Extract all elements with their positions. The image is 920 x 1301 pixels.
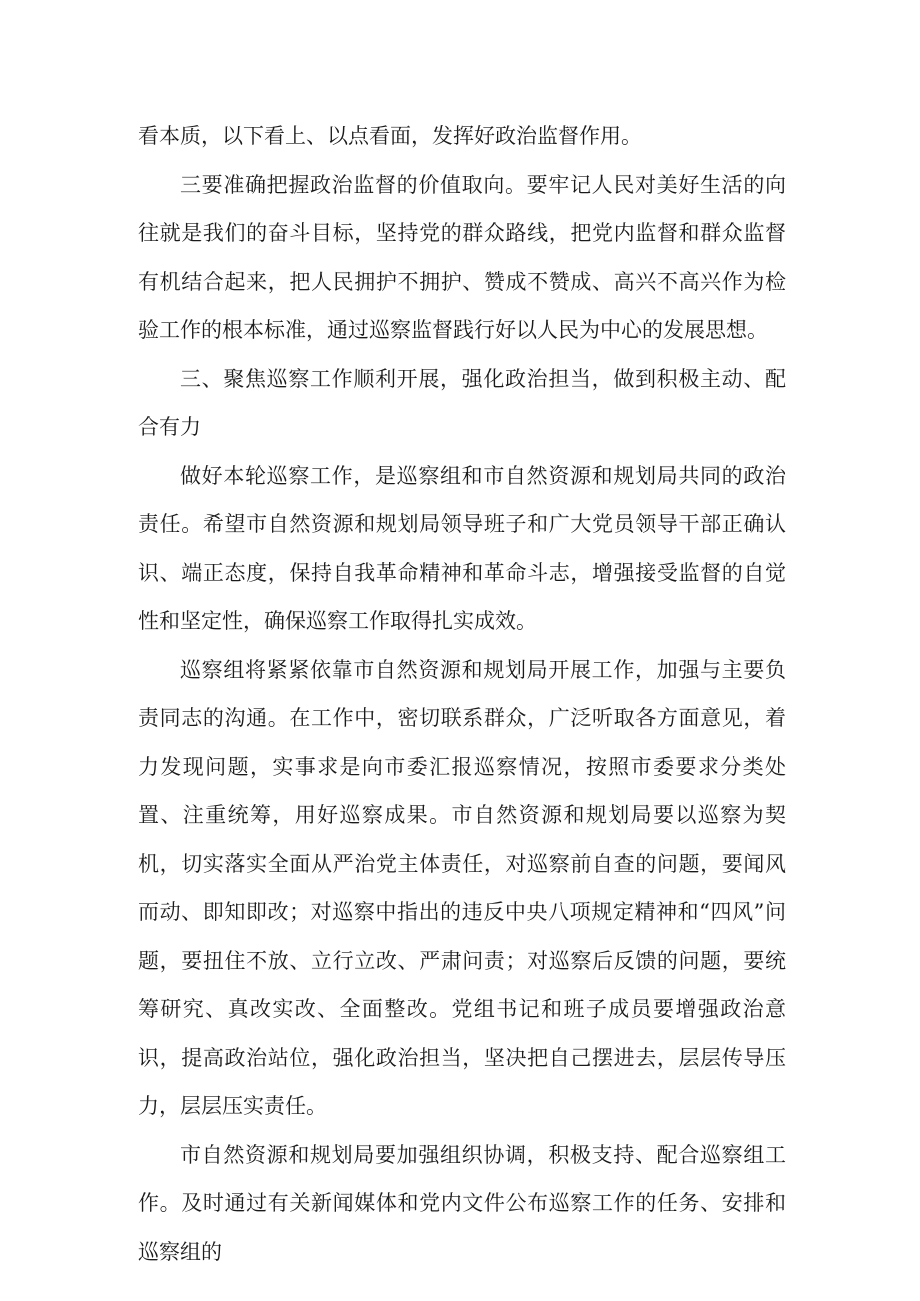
paragraph-inspection-group-work: 巡察组将紧紧依靠市自然资源和规划局开展工作，加强与主要负责同志的沟通。在工作中，密切联系群众，广泛听取各方面意见，着力发现问题，实事求是向市委汇报巡察情况，按照市委要求分类处置、注重统筹，用好巡察成果。市自然资源和规划局要以巡察为契机，切实落实全面从严治党主体责任，对巡察前自查的问题，要闻风而动、即知即改；对巡察中指出的违反中央八项规定精神和“四风”问题，要扭住不放、立行立改、严肃问责；对巡察后反馈的问题，要统筹研究、真改实改、全面整改。党组书记和班子成员要增强政治意识，提高政治站位，强化政治担当，坚决把自己摆进去，层层传导压力，层层压实责任。 (138, 657, 786, 1118)
section-heading-three: 三、聚焦巡察工作顺利开展，强化政治担当，做到积极主动、配合有力 (138, 366, 786, 439)
paragraph-value-orientation: 三要准确把握政治监督的价值取向。要牢记人民对美好生活的向往就是我们的奋斗目标，坚持党的群众路线，把党内监督和群众监督有机结合起来，把人民拥护不拥护、赞成不赞成、高兴不高兴作为检验工作的根本标准，通过巡察监督践行好以人民为中心的发展思想。 (138, 172, 786, 342)
paragraph-continuation: 看本质，以下看上、以点看面，发挥好政治监督作用。 (138, 124, 642, 148)
paragraph-shared-responsibility: 做好本轮巡察工作，是巡察组和市自然资源和规划局共同的政治责任。希望市自然资源和规划局领导班子和广大党员领导干部正确认识、端正态度，保持自我革命精神和革命斗志，增强接受监督的自觉性和坚定性，确保巡察工作取得扎实成效。 (138, 463, 786, 633)
paragraph-organization-coordination: 市自然资源和规划局要加强组织协调，积极支持、配合巡察组工作。及时通过有关新闻媒体和党内文件公布巡察工作的任务、安排和巡察组的 (138, 1142, 786, 1264)
document-body (138, 112, 786, 1276)
